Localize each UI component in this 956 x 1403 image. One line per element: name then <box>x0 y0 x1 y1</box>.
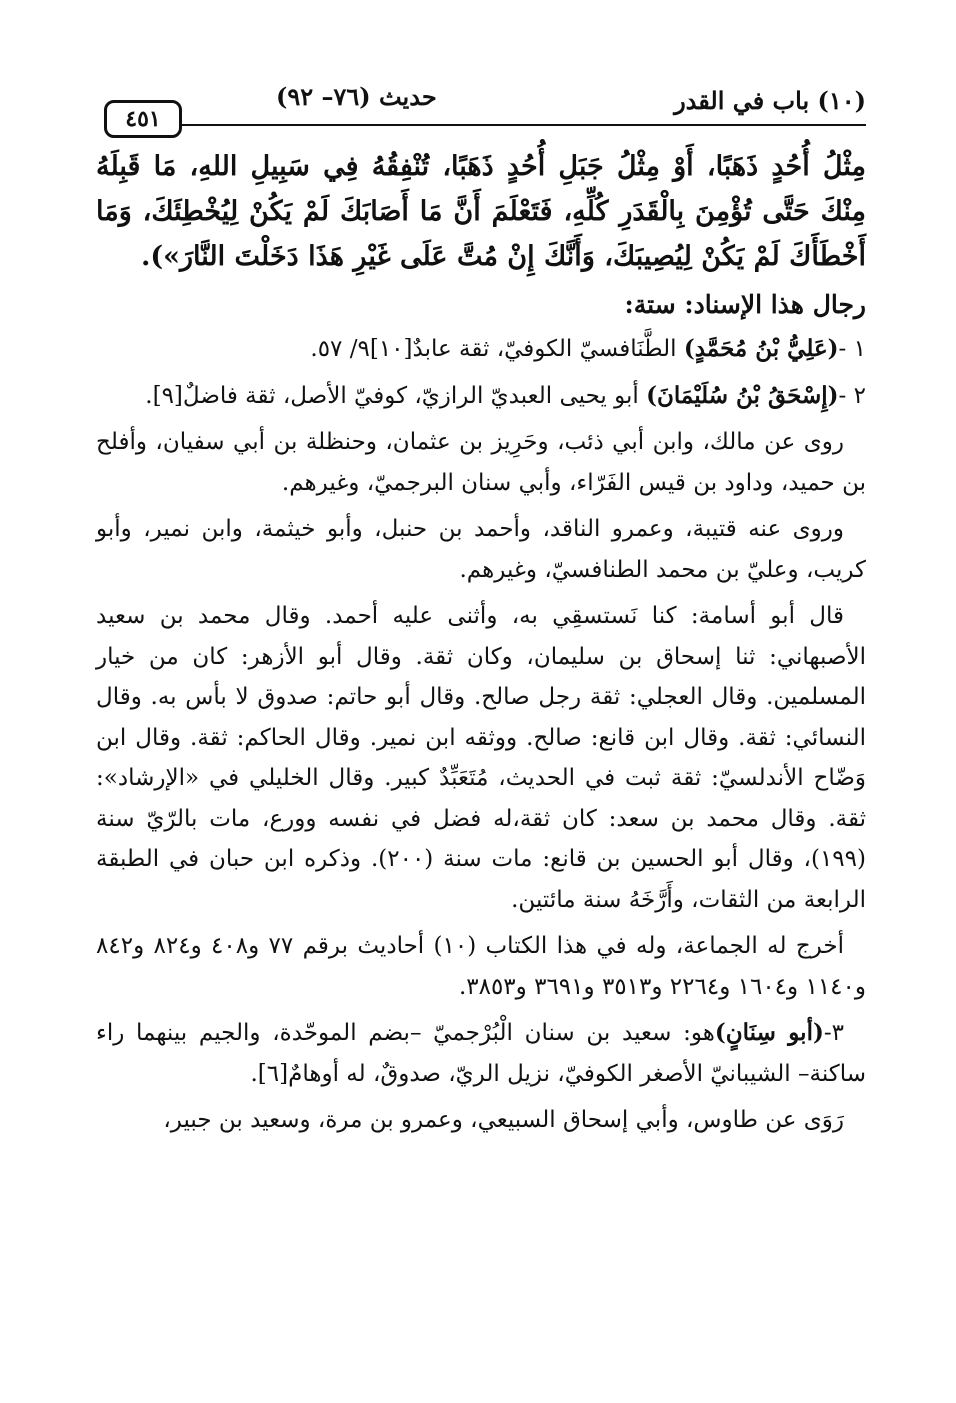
page-header <box>96 78 866 130</box>
paragraph-takhrij: أخرج له الجماعة، وله في هذا الكتاب (١٠) أحاديث برقم ٧٧ و٤٠٨ و٨٢٤ و٨٤٢ و١١٤٠ و١٦٠٤ و٢٢٦٤ و٣٥١٣ و٣٦٩١ و٣٨٥٣. <box>96 933 866 1000</box>
book-page <box>96 78 866 1147</box>
narrator-name: (أبو سِنَانٍ) <box>714 1019 824 1046</box>
narrator-description: هو: سعيد بن سنان الْبُرْجميّ –بضم الموحّدة، والجيم بينهما راء ساكنة– الشيبانيّ الأصغر الكوفيّ، نزيل الريّ، صدوقٌ، له أوهامٌ[٦]. <box>96 1020 866 1087</box>
header-rule <box>178 124 866 126</box>
paragraph-gradings: قال أبو أسامة: كنا نَستسقِي به، وأثنى عليه أحمد. وقال محمد بن سعيد الأصبهاني: ثنا إسحاق بن سليمان، وكان ثقة. وقال أبو الأزهر: كان من خيار المسلمين. وقال العجلي: ثقة رجل صالح. وقال أبو حاتم: صدوق لا بأس به. وقال النسائي: ثقة. وقال ابن قانع: صالح. ووثقه ابن نمير. وقال الحاكم: ثقة. وقال ابن وَضّاح الأندلسيّ: ثقة ثبت في الحديث، مُتَعَبِّدٌ كبير. وقال الخليلي في «الإرشاد»: ثقة. وقال محمد بن سعد: كان ثقة،له فضل في نفسه وورع، مات بالرّيّ سنة (١٩٩)، وقال أبو الحسين بن قانع: مات سنة (٢٠٠). وذكره ابن حبان في الطبقة الرابعة من الثقات، وأَرَّخَهُ سنة مائتين. <box>96 603 866 913</box>
narrator-number: ٣- <box>823 1020 844 1046</box>
page-number: ٤٥١ <box>104 100 182 138</box>
narrator-number: ١ - <box>838 336 866 362</box>
narrator-name: (عَلِيُّ بْنُ مُحَمَّدٍ) <box>683 335 839 362</box>
isnad-heading: رجال هذا الإسناد: ستة: <box>624 290 866 319</box>
paragraph-narrated-from: روى عن مالك، وابن أبي ذئب، وحَرِيز بن عثمان، وحنظلة بن أبي سفيان، وأفلح بن حميد، وداود بن قيس الفَرّاء، وأبي سنان البرجميّ، وغيرهم. <box>96 429 866 496</box>
paragraph-narrated-by: وروى عنه قتيبة، وعمرو الناقد، وأحمد بن حنبل، وأبو خيثمة، وابن نمير، وأبو كريب، وعليّ بن محمد الطنافسيّ، وغيرهم. <box>96 516 866 583</box>
narrator-description: الطَّنَافسيّ الكوفيّ، ثقة عابدٌ[١٠]٩/ ٥٧. <box>310 336 684 362</box>
narrator-number: ٢ - <box>838 382 866 409</box>
hadith-text: مِثْلُ أُحُدٍ ذَهَبًا، أَوْ مِثْلُ جَبَلِ أُحُدٍ ذَهَبًا، تُنْفِقُهُ فِي سَبِيلِ اللهِ، مَا قَبِلَهُ مِنْكَ حَتَّى تُؤْمِنَ بِالْقَدَرِ كُلِّهِ، فَتَعْلَمَ أَنَّ مَا أَصَابَكَ لَمْ يَكُنْ لِيُخْطِئَكَ، وَمَا أَخْطَأَكَ لَمْ يَكُنْ لِيُصِيبَكَ، وَأَنَّكَ إِنْ مُتَّ عَلَى غَيْرِ هَذَا دَخَلْتَ النَّارَ»). <box>96 151 866 272</box>
hadith-range: حديث (٧٦– ٩٢) <box>276 82 437 111</box>
chapter-title: (١٠) باب في القدر <box>674 86 866 115</box>
narrator-entry-2 <box>96 376 866 417</box>
narrator-name: (إِسْحَقُ بْنُ سُلَيْمَانَ) <box>646 381 839 409</box>
narrator-entry-1 <box>96 329 866 370</box>
page-content <box>96 144 866 1141</box>
paragraph-narrated-from-3: رَوَى عن طاوس، وأبي إسحاق السبيعي، وعمرو بن مرة، وسعيد بن جبير، <box>163 1107 844 1133</box>
narrator-entry-3 <box>96 1013 866 1094</box>
narrator-description: أبو يحيى العبديّ الرازيّ، كوفيّ الأصل، ثقة فاضلٌ[٩]. <box>145 382 647 409</box>
